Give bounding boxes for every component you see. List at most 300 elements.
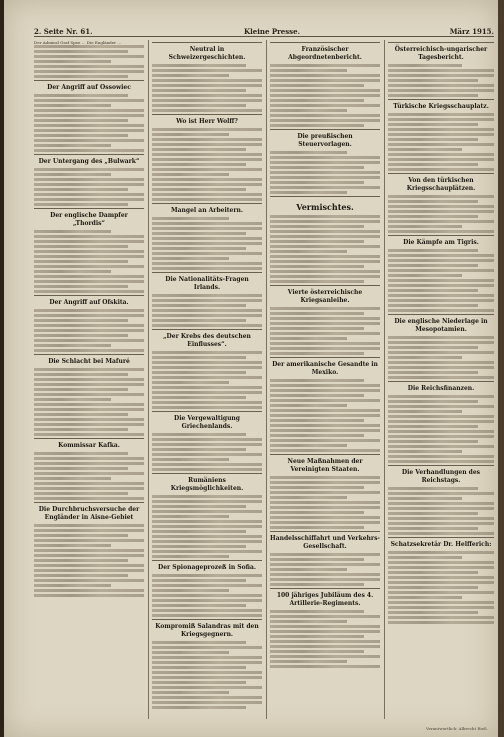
article-heading: Die Vergewaltigung Griechenlands. <box>174 415 240 430</box>
text-line <box>270 220 380 223</box>
text-line <box>152 222 262 225</box>
text-line <box>270 161 380 164</box>
text-line <box>34 428 128 431</box>
text-line <box>34 198 144 201</box>
text-line <box>34 418 144 421</box>
text-line <box>388 556 462 559</box>
text-line <box>388 123 478 126</box>
text-line <box>152 579 246 582</box>
text-line <box>152 304 246 307</box>
article-rule <box>34 438 144 439</box>
text-line <box>270 186 380 189</box>
text-line <box>388 148 462 151</box>
text-line <box>270 151 347 154</box>
text-line <box>34 235 144 238</box>
text-line <box>34 270 111 273</box>
text-line <box>388 561 494 564</box>
text-line <box>152 104 246 107</box>
text-line <box>270 650 364 653</box>
text-line <box>388 351 494 354</box>
text-line <box>152 168 262 171</box>
article-rule <box>152 560 262 561</box>
text-line <box>270 322 380 325</box>
text-line <box>270 191 347 194</box>
text-line <box>152 143 262 146</box>
text-line <box>34 104 111 107</box>
text-line <box>152 661 262 664</box>
text-line <box>388 230 494 233</box>
text-line <box>34 188 128 191</box>
text-line <box>152 376 262 379</box>
article-heading: Neutral in Schweizergeschichten. <box>168 46 246 61</box>
text-line <box>34 433 144 436</box>
article-heading: Österreichisch-ungarischer Tagesbericht. <box>394 46 488 61</box>
text-line <box>152 262 262 265</box>
text-line <box>270 610 364 613</box>
text-line <box>270 516 380 519</box>
text-line <box>34 569 144 572</box>
text-line <box>152 198 262 201</box>
text-line <box>270 317 380 320</box>
text-line <box>270 124 364 127</box>
text-line <box>152 324 262 327</box>
text-line <box>152 495 262 498</box>
text-line <box>34 250 144 253</box>
text-line <box>34 452 128 455</box>
article-heading: Französischer Abgeordnetenbericht. <box>288 46 362 61</box>
text-line <box>152 686 262 689</box>
text-line <box>34 334 128 337</box>
text-line <box>270 665 380 668</box>
text-line <box>34 139 144 142</box>
text-line <box>270 620 347 623</box>
text-line <box>388 551 494 554</box>
article-heading: Der Angriff auf Ofskita. <box>49 299 129 306</box>
text-line <box>270 84 364 87</box>
text-line <box>388 371 478 374</box>
text-line <box>152 242 262 245</box>
text-line <box>152 396 246 399</box>
text-line <box>270 635 364 638</box>
text-line <box>270 327 364 330</box>
text-line <box>388 517 494 520</box>
text-line <box>152 381 229 384</box>
text-line <box>152 356 246 359</box>
text-line <box>270 275 380 278</box>
text-line <box>388 284 494 287</box>
article-heading: Die Reichsfinanzen. <box>407 385 475 392</box>
text-line <box>270 399 380 402</box>
article-heading: Die Nationalitäts-Fragen Irlands. <box>165 276 249 291</box>
column-divider <box>266 40 267 719</box>
text-line <box>270 225 364 228</box>
article-heading: Vierte österreichische Kriegsanleihe. <box>287 289 363 304</box>
text-line <box>388 356 462 359</box>
text-line <box>388 143 494 146</box>
text-line <box>152 371 246 374</box>
text-line <box>388 133 494 136</box>
text-line <box>388 440 478 443</box>
text-line <box>270 573 380 576</box>
text-line <box>152 448 246 451</box>
text-line <box>34 462 144 465</box>
text-line <box>388 163 478 166</box>
text-line <box>270 270 380 273</box>
text-line <box>34 75 128 78</box>
article-rule <box>34 80 144 81</box>
article-rule <box>388 314 494 315</box>
text-line <box>388 522 494 525</box>
text-line <box>34 339 144 342</box>
text-line <box>270 250 347 253</box>
text-line <box>152 691 229 694</box>
article-heading: Rumäniens Kriegsmöglichkeiten. <box>170 477 244 492</box>
text-line <box>34 408 144 411</box>
text-line <box>152 158 262 161</box>
text-line <box>34 594 144 597</box>
text-line <box>270 166 364 169</box>
text-line <box>270 424 380 427</box>
text-line <box>270 645 380 648</box>
text-line <box>34 119 128 122</box>
article-rule <box>388 173 494 174</box>
text-line <box>388 611 478 614</box>
text-line <box>388 450 462 453</box>
text-line <box>270 181 364 184</box>
text-line <box>152 458 229 461</box>
text-line <box>270 429 380 432</box>
article-heading: Die englische Niederlage in Mesopotamien. <box>394 318 488 333</box>
text-line <box>388 128 494 131</box>
text-line <box>152 319 246 322</box>
text-line <box>270 558 364 561</box>
text-line <box>388 118 494 121</box>
text-line <box>34 472 144 475</box>
text-line <box>270 64 380 67</box>
text-line <box>34 564 144 567</box>
text-line <box>34 99 144 102</box>
text-line <box>270 79 380 82</box>
article-heading: Kommissar Kafka. <box>58 442 120 449</box>
article-heading: Der Untergang des „Bulwark“ <box>38 158 140 165</box>
article-rule <box>152 203 262 204</box>
text-line <box>270 235 380 238</box>
text-line <box>34 94 128 97</box>
text-line <box>270 404 347 407</box>
text-line <box>152 386 262 389</box>
text-line <box>270 501 380 504</box>
article-rule <box>388 465 494 466</box>
text-line <box>34 344 111 347</box>
text-line <box>34 144 111 147</box>
text-line <box>152 109 262 112</box>
text-line <box>388 420 494 423</box>
text-line <box>388 205 494 208</box>
text-line <box>270 342 380 345</box>
text-line <box>270 506 380 509</box>
text-line <box>270 384 380 387</box>
article-heading: 100 jähriges Jubiläum des 4. Artillerie-Regiments. <box>276 592 374 607</box>
text-line <box>270 526 364 529</box>
article-rule <box>270 531 380 532</box>
text-line <box>152 64 246 67</box>
text-line <box>388 527 478 530</box>
text-line <box>34 413 128 416</box>
text-line <box>34 203 128 206</box>
article-heading: Der Spionageprozeß in Sofia. <box>158 564 256 571</box>
text-line <box>34 554 144 557</box>
text-line <box>270 491 380 494</box>
text-line <box>152 366 262 369</box>
text-line <box>34 559 128 562</box>
text-line <box>152 505 246 508</box>
text-line <box>270 578 380 581</box>
text-line <box>152 681 246 684</box>
text-line <box>152 69 262 72</box>
text-line <box>152 646 262 649</box>
newspaper-name: Kleine Presse. <box>244 27 301 36</box>
text-line <box>152 468 262 471</box>
article-rule <box>388 99 494 100</box>
text-line <box>270 414 380 417</box>
text-line <box>34 245 128 248</box>
text-line <box>270 69 347 72</box>
text-line <box>388 264 478 267</box>
text-line <box>270 109 347 112</box>
text-line <box>34 193 144 196</box>
text-line <box>34 534 128 537</box>
text-line <box>270 521 380 524</box>
text-line <box>388 361 494 364</box>
text-line <box>152 535 262 538</box>
article-rule <box>152 114 262 115</box>
text-line <box>270 312 364 315</box>
text-line <box>34 529 144 532</box>
text-line <box>152 676 262 679</box>
text-line <box>152 609 262 612</box>
text-line <box>388 596 462 599</box>
text-line <box>270 215 380 218</box>
text-line <box>34 60 111 63</box>
text-line <box>152 267 262 270</box>
text-line <box>152 252 262 255</box>
text-line <box>388 113 494 116</box>
column-3 <box>270 40 380 719</box>
text-line <box>34 383 144 386</box>
text-line <box>34 378 144 381</box>
text-line <box>152 217 229 220</box>
text-line <box>388 274 462 277</box>
text-line <box>34 574 128 577</box>
text-line <box>152 545 246 548</box>
text-line <box>34 388 128 391</box>
article-heading: Die Schlacht bei Mafuré <box>48 358 130 365</box>
text-line <box>34 319 128 322</box>
text-line <box>34 240 144 243</box>
text-line <box>152 193 262 196</box>
text-line <box>388 249 478 252</box>
text-line <box>34 230 111 233</box>
article-heading: Schatzsekretär Dr. Helfferich: <box>390 541 492 548</box>
text-line <box>270 352 364 355</box>
text-line <box>388 430 494 433</box>
text-line <box>388 64 462 67</box>
text-line <box>388 492 494 495</box>
text-line <box>388 455 494 458</box>
article-rule <box>152 473 262 474</box>
article-rule <box>34 208 144 209</box>
text-line <box>152 671 262 674</box>
text-line <box>270 240 364 243</box>
text-line <box>152 257 229 260</box>
text-line <box>152 148 246 151</box>
text-line <box>34 70 144 73</box>
text-line <box>34 55 144 58</box>
text-line <box>152 99 262 102</box>
article-rule <box>34 354 144 355</box>
text-line <box>34 589 144 592</box>
text-line <box>388 259 494 262</box>
text-line <box>152 530 246 533</box>
text-line <box>388 571 478 574</box>
text-line <box>388 94 478 97</box>
text-line <box>388 512 478 515</box>
text-line <box>388 415 494 418</box>
text-line <box>388 405 494 408</box>
text-line <box>34 579 144 582</box>
article-rule <box>152 272 262 273</box>
text-line <box>388 497 462 500</box>
text-line <box>152 309 262 312</box>
text-line <box>388 425 478 428</box>
article-heading: Die Kämpfe am Tigris. <box>403 239 479 246</box>
text-line <box>152 237 262 240</box>
text-line <box>270 74 380 77</box>
issue-number: 2. Seite Nr. 61. <box>34 27 93 36</box>
text-line <box>270 444 347 447</box>
article-rule <box>270 285 380 286</box>
text-line <box>152 651 229 654</box>
text-line <box>270 553 380 556</box>
article-rule <box>270 454 380 455</box>
text-line <box>270 434 364 437</box>
text-line <box>388 153 494 156</box>
article-rule <box>34 295 144 296</box>
text-line <box>388 376 494 379</box>
article-heading: „Der Krebs des deutschen Einflusses“. <box>163 333 251 348</box>
text-line <box>34 477 111 480</box>
text-line <box>152 443 262 446</box>
text-line <box>152 696 262 699</box>
text-line <box>270 419 364 422</box>
text-line <box>388 341 494 344</box>
article-heading: Der Angriff auf Ossowiec <box>47 84 131 91</box>
article-rule <box>270 42 380 43</box>
text-line <box>152 406 262 409</box>
text-line <box>34 50 128 53</box>
text-line <box>34 329 144 332</box>
article-heading: Die Durchbruchsversuche der Engländer in Aisne-Gebiet <box>38 506 140 521</box>
text-line <box>270 583 364 586</box>
column-2 <box>152 40 262 719</box>
text-line <box>388 346 478 349</box>
text-line <box>270 337 347 340</box>
text-line <box>388 507 494 510</box>
text-line <box>34 403 144 406</box>
text-line <box>34 373 128 376</box>
text-line <box>34 423 144 426</box>
text-line <box>34 524 144 527</box>
text-line <box>270 114 380 117</box>
article-rule <box>34 502 144 503</box>
text-line <box>270 439 380 442</box>
column-divider <box>384 40 385 719</box>
text-line <box>388 336 494 339</box>
text-line <box>152 706 246 709</box>
article-heading: Der amerikanische Gesandte in Mexiko. <box>272 361 378 376</box>
article-heading: Mangel an Arbeitern. <box>171 207 243 214</box>
text-line <box>270 156 380 159</box>
text-line <box>270 660 347 663</box>
header-rule <box>34 36 494 37</box>
text-line <box>34 65 144 68</box>
article-rule <box>152 329 262 330</box>
text-line <box>152 188 246 191</box>
text-line <box>34 549 144 552</box>
article-heading: Der englische Dampfer „Thordis“ <box>50 212 128 227</box>
text-line <box>152 525 262 528</box>
article-text: Der Admiral Graf Spee ... Die Engländer ... <box>34 40 122 45</box>
text-line <box>388 395 494 398</box>
text-line <box>152 463 262 466</box>
text-line <box>388 566 494 569</box>
text-line <box>388 74 494 77</box>
text-line <box>152 515 229 518</box>
text-line <box>34 324 144 327</box>
text-line <box>152 133 229 136</box>
text-line <box>34 457 144 460</box>
text-line <box>388 435 494 438</box>
text-line <box>270 379 364 382</box>
text-line <box>270 476 380 479</box>
text-line <box>152 227 262 230</box>
text-line <box>34 492 128 495</box>
text-line <box>152 701 262 704</box>
article-rule <box>388 537 494 538</box>
text-line <box>34 309 144 312</box>
text-line <box>388 289 478 292</box>
text-line <box>270 260 380 263</box>
text-line <box>34 275 144 278</box>
text-line <box>152 641 246 644</box>
text-line <box>270 89 380 92</box>
text-line <box>270 640 380 643</box>
text-line <box>152 247 246 250</box>
text-line <box>152 584 262 587</box>
text-line <box>152 555 229 558</box>
article-heading: Die Verhandlungen des Reichstags. <box>401 469 481 484</box>
column-divider <box>148 40 149 719</box>
article-heading: Handelsschiffahrt und Verkehrs-Gesellschaft. <box>270 535 380 550</box>
text-line <box>388 89 494 92</box>
text-line <box>270 332 380 335</box>
article-heading: Neue Maßnahmen der Vereinigten Staaten. <box>287 458 363 473</box>
text-line <box>152 574 262 577</box>
text-line <box>388 581 494 584</box>
text-line <box>388 79 478 82</box>
text-line <box>152 89 246 92</box>
text-line <box>34 178 144 181</box>
